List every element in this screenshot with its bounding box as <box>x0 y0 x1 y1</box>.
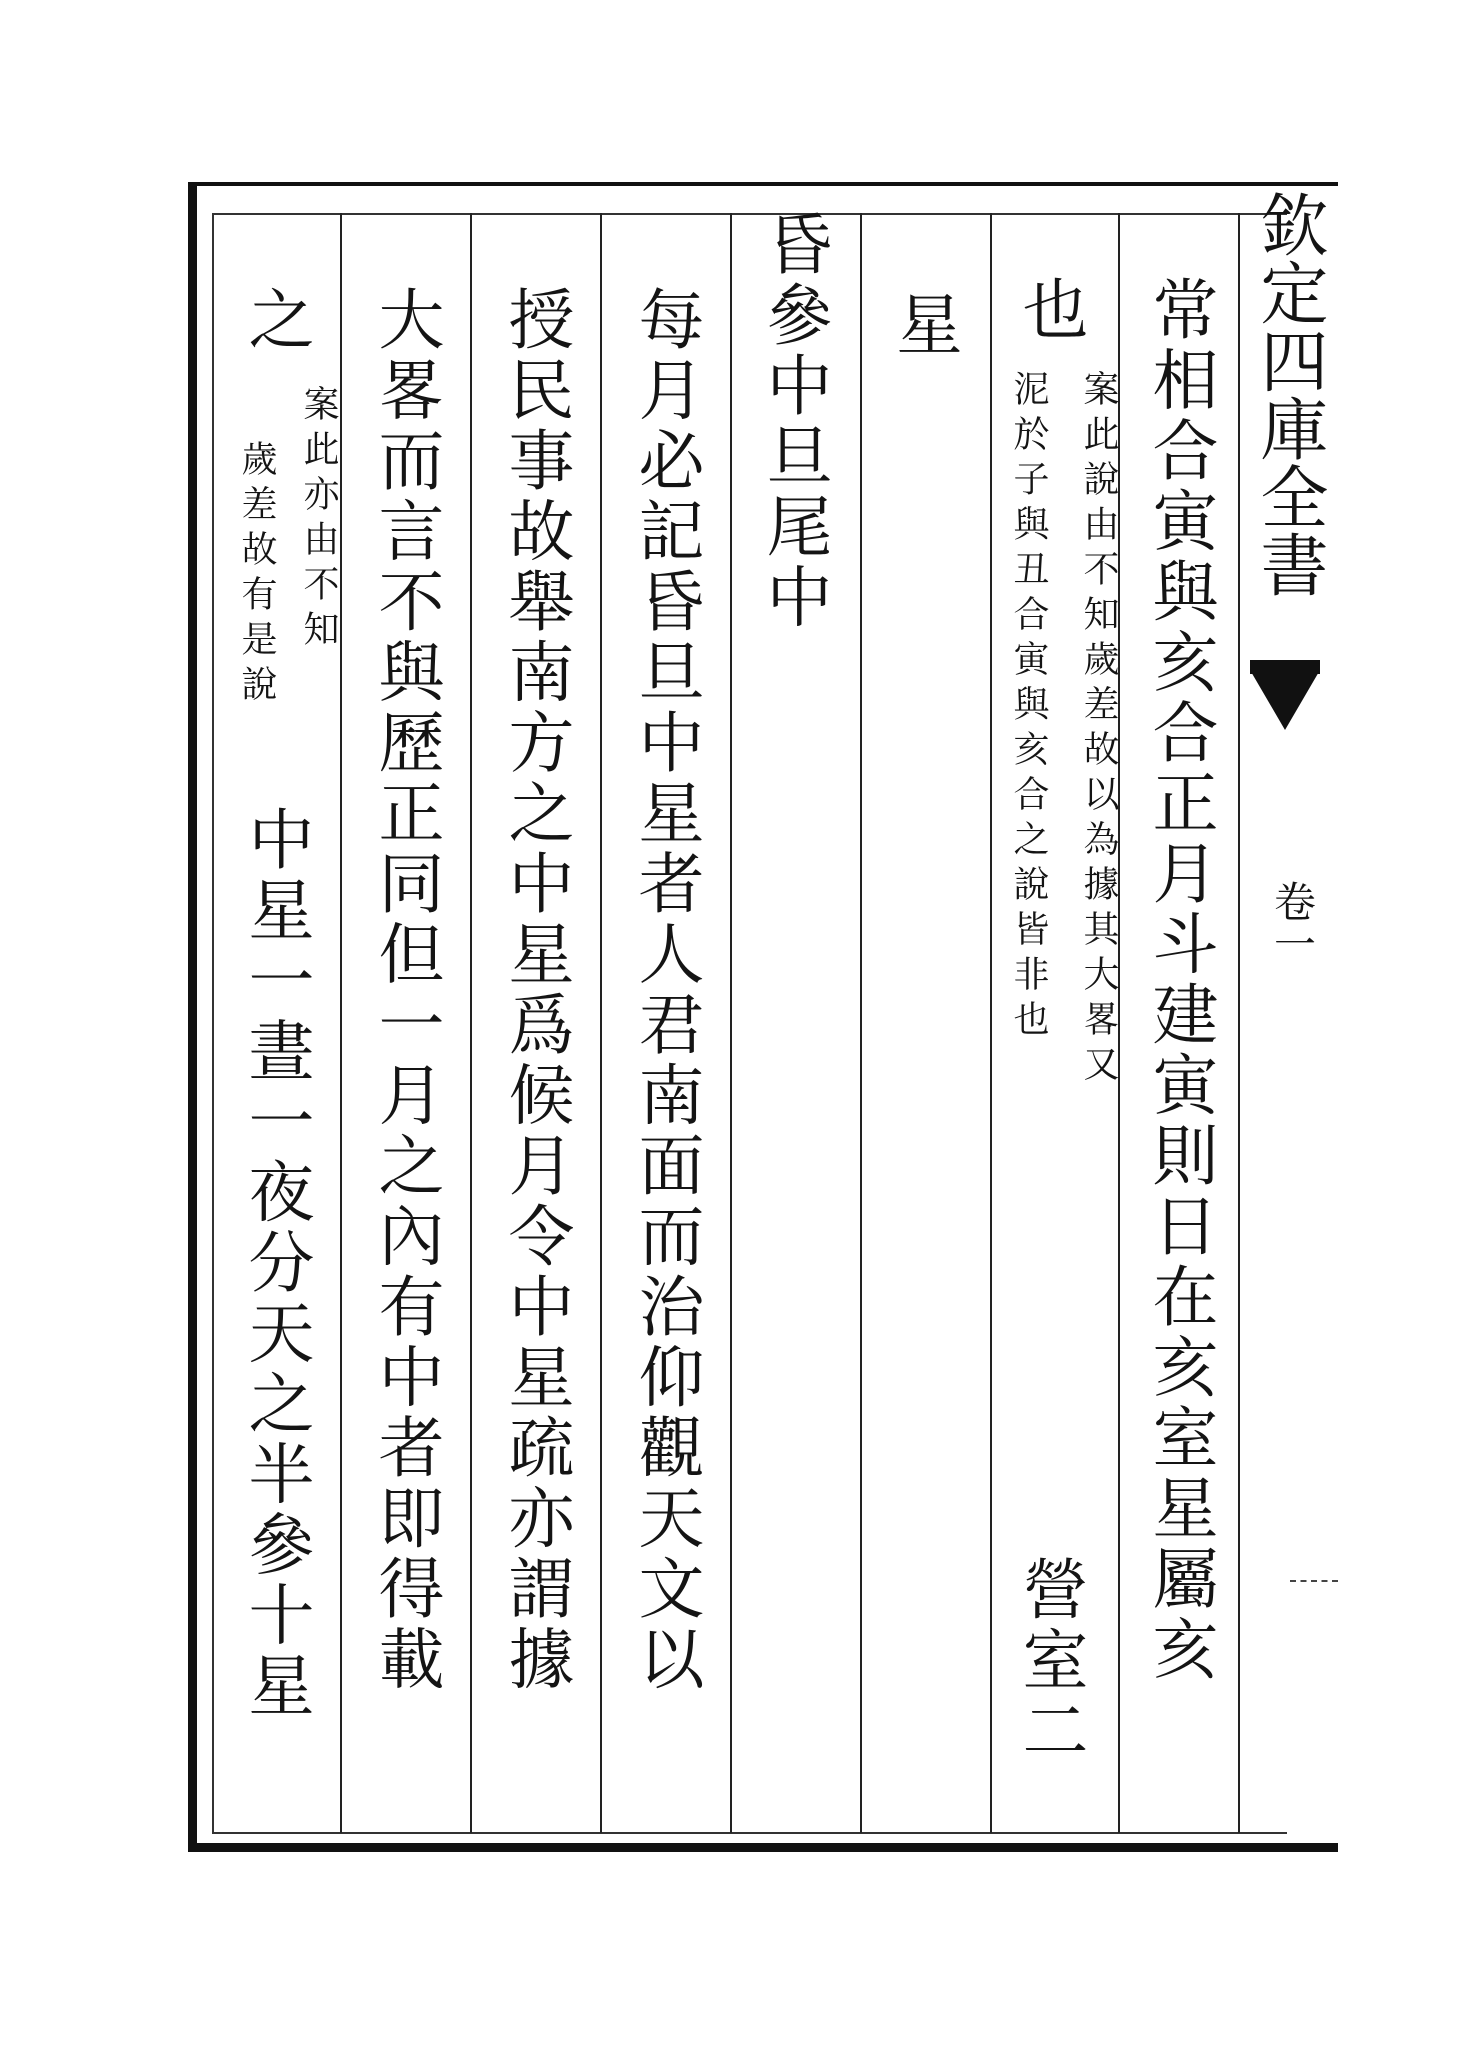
commentary-column-8-right: 案此亦由不知 <box>298 385 339 655</box>
inner-border-top <box>212 213 1287 215</box>
commentary-column-2-left: 泥於子與丑合寅與亥合之說皆非也 <box>1008 370 1049 1045</box>
text-column-2-tail: 營室二 <box>1011 1555 1088 1767</box>
book-title: 欽定四庫全書 <box>1249 190 1328 598</box>
text-column-1: 常相合寅與亥合正月斗建寅則日在亥室星屬亥 <box>1141 275 1218 1685</box>
volume-label: 卷一 <box>1268 880 1317 964</box>
commentary-column-2-right: 案此說由不知歲差故以為據其大畧又 <box>1078 370 1119 1090</box>
inner-border-left <box>212 213 214 1833</box>
margin-dash <box>1290 1580 1338 1582</box>
column-separator <box>860 213 862 1833</box>
text-column-5: 每月必記昏旦中星者人君南面而治仰觀天文以 <box>627 285 704 1695</box>
column-separator <box>340 213 342 1833</box>
column-separator <box>730 213 732 1833</box>
text-column-8-tail: 中星一晝一夜分天之半參十星 <box>237 805 314 1722</box>
text-column-7: 大畧而言不與歷正同但一月之內有中者即得載 <box>367 285 444 1695</box>
text-column-4: 昏參中旦尾中 <box>755 210 832 633</box>
text-column-2-head: 也 <box>1011 275 1088 346</box>
inner-border-bottom <box>212 1832 1287 1834</box>
fishtail-mark-point <box>1250 670 1320 730</box>
column-separator <box>990 213 992 1833</box>
commentary-column-8-left: 歲差故有是說 <box>236 440 277 710</box>
column-separator <box>600 213 602 1833</box>
text-column-3: 星 <box>885 290 962 361</box>
text-column-6: 授民事故舉南方之中星爲候月令中星疏亦謂據 <box>497 285 574 1695</box>
column-separator <box>470 213 472 1833</box>
text-column-8-head: 之 <box>237 285 314 356</box>
